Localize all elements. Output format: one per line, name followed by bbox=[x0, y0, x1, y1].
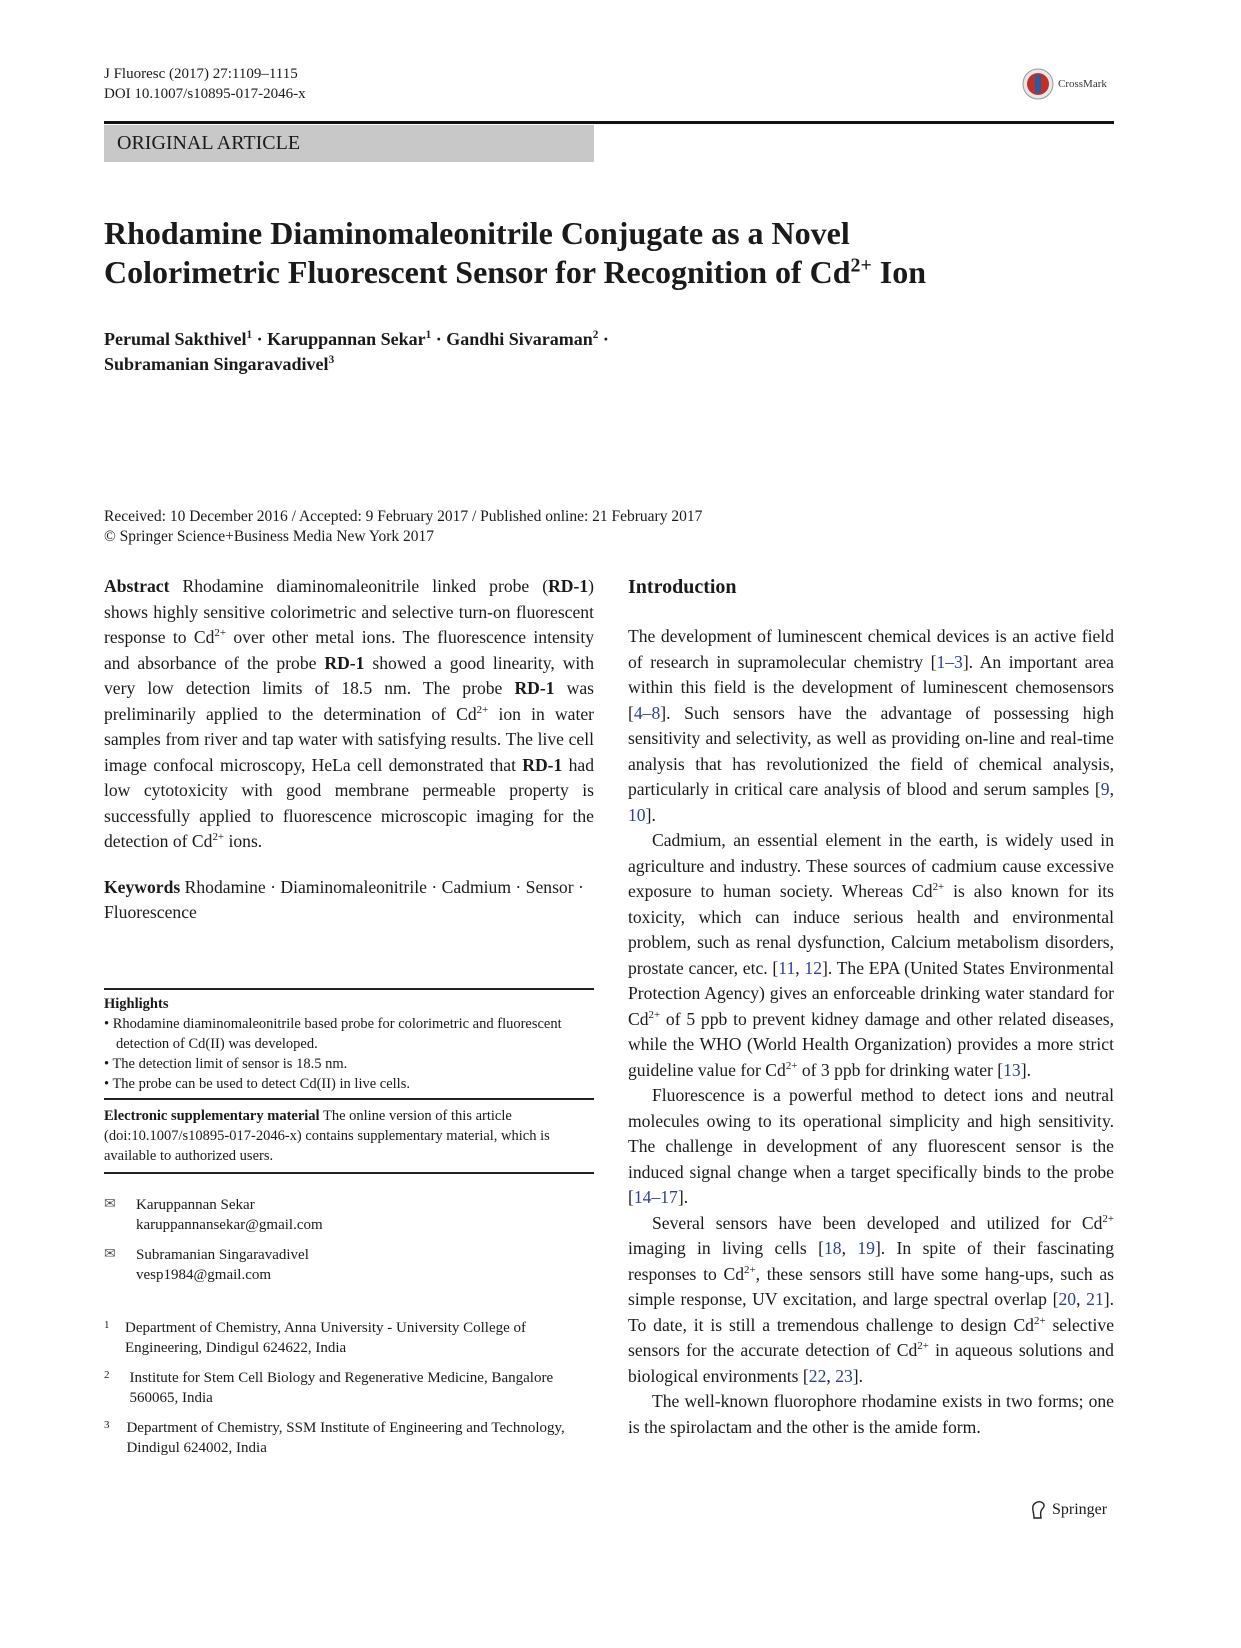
intro-paragraph-4: Several sensors have been developed and utilized for $Cd^{2+}$ imaging in living cells [18, 19]. In spite of their fascinating responses to $Cd^{2+}$, these sensors still have some hang-ups, such as simple response, UV excitation, and large spectral overlap [20, 21]. To date, it is still a tremendous challenge to design $Cd^{2+}$ selective sensors for the accurate detection of $Cd^{2+}$ in aqueous solutions and biological environments [22, 23]. bbox=[628, 1212, 1114, 1386]
affiliation-text: Department of Chemistry, SSM Institute of Engineering and Technology, Dindigul 624002, India bbox=[126, 1420, 565, 1456]
journal-citation: J Fluoresc (2017) 27:1109–1115 bbox=[104, 66, 298, 82]
contact-email[interactable]: karuppannansekar@gmail.com bbox=[136, 1217, 323, 1233]
intro-paragraph-5: The well-known fluorophore rhodamine exists in two forms; one is the spirolactam and the other is the amide form. bbox=[628, 1391, 1114, 1437]
contact-email[interactable]: vesp1984@gmail.com bbox=[136, 1267, 272, 1283]
intro-paragraph-2: Cadmium, an essential element in the earth, is widely used in agriculture and industry. These sources of cadmium cause excessive exposure to human society. Whereas $Cd^{2+}$ is also known for its toxicity, which can induce serious health and environmental problem, such as renal dysfunction, Calcium metabolism disorders, prostate cancer, etc. [11, 12]. The EPA (United States Environmental Protection Agency) gives an enforceable drinking water standard for $Cd^{2+}$ of 5 ppb to prevent kidney damage and other related diseases, while the WHO (World Health Organization) provides a more strict guideline value for $Cd^{2+}$ of 3 ppb for drinking water [13]. bbox=[628, 830, 1115, 1080]
copyright-line: © Springer Science+Business Media New York 2017 bbox=[104, 528, 435, 545]
highlight-item: • The detection limit of sensor is 18.5 nm. bbox=[104, 1056, 348, 1072]
left-column bbox=[104, 574, 594, 926]
contact-name: Karuppannan Sekar bbox=[136, 1197, 255, 1213]
citation-link[interactable]: 9 bbox=[1100, 779, 1110, 799]
author[interactable]: Gandhi Sivaraman$^2$ bbox=[446, 329, 599, 349]
introduction-heading: Introduction bbox=[628, 576, 737, 598]
citation-link[interactable]: 19 bbox=[857, 1238, 875, 1258]
publication-dates bbox=[104, 507, 702, 547]
keywords: Keywords Rhodamine · Diaminomaleonitrile · Cadmium · Sensor · Fluorescence bbox=[104, 876, 584, 922]
citation-link[interactable]: 22 bbox=[808, 1365, 827, 1386]
right-column bbox=[628, 574, 1114, 1440]
dates-line: Received: 10 December 2016 / Accepted: 9 February 2017 / Published online: 21 February 2017 bbox=[104, 508, 703, 525]
author[interactable]: Perumal Sakthivel$^1$ bbox=[104, 329, 253, 349]
crossmark-label: CrossMark bbox=[1058, 78, 1107, 90]
citation-link[interactable]: 18 bbox=[823, 1238, 842, 1258]
header-rule bbox=[104, 121, 1114, 124]
author[interactable]: Subramanian Singaravadivel$^3$ bbox=[104, 354, 335, 374]
esm-bottom-rule bbox=[104, 1172, 594, 1174]
contact-entry bbox=[104, 1245, 594, 1285]
affiliation-text: Department of Chemistry, Anna University - University College of Engineering, Dindigul 624622, India bbox=[124, 1320, 527, 1356]
intro-paragraph-3: Fluorescence is a powerful method to detect ions and neutral molecules owing to its operational simplicity and high sensitivity. The challenge in development of any fluorescent sensor is the induced signal change when a target specifically binds to the probe [14–17]. bbox=[628, 1085, 1114, 1207]
author[interactable]: Karuppannan Sekar$^1$ bbox=[267, 329, 432, 349]
affiliation-entry bbox=[104, 1418, 594, 1458]
highlights-title: Highlights bbox=[104, 996, 169, 1012]
journal-header bbox=[104, 64, 306, 104]
contact-name: Subramanian Singaravadivel bbox=[136, 1247, 309, 1263]
citation-link[interactable]: 14–17 bbox=[633, 1187, 678, 1207]
highlight-item: • Rhodamine diaminomaleonitrile based probe for colorimetric and fluorescent detection of Cd(II) was developed. bbox=[104, 1016, 562, 1052]
citation-link[interactable]: 23 bbox=[835, 1365, 853, 1386]
affiliations bbox=[104, 1318, 594, 1468]
article-type-bar: ORIGINAL ARTICLE bbox=[104, 125, 594, 162]
citation-link[interactable]: 1–3 bbox=[936, 651, 963, 672]
title-line-1: Rhodamine Diaminomaleonitrile Conjugate as a Novel bbox=[104, 215, 850, 251]
affiliation-number: 1 bbox=[104, 1319, 110, 1331]
supplementary-material-note: Electronic supplementary material The online version of this article (doi:10.1007/s10895-017-2046-x) contains supplementary material, which is available to authorized users. bbox=[104, 1108, 550, 1164]
affiliation-entry bbox=[104, 1318, 594, 1358]
publisher-name: Springer bbox=[1052, 1501, 1108, 1518]
citation-link[interactable]: 11 bbox=[778, 957, 796, 978]
affiliation-number: 3 bbox=[104, 1419, 110, 1431]
citation-link[interactable]: 13 bbox=[1003, 1059, 1021, 1080]
highlight-item: • The probe can be used to detect Cd(II) in live cells. bbox=[104, 1076, 410, 1092]
citation-link[interactable]: 21 bbox=[1086, 1289, 1104, 1309]
abstract: Abstract Rhodamine diaminomaleonitrile linked probe (RD-1) shows highly sensitive colorimetric and selective turn-on fluorescent response to $Cd^{2+}$ over other metal ions. The fluorescence intensity and absorbance of the probe RD-1 showed a good linearity, with very low detection limits of 18.5 nm. The probe RD-1 was preliminarily applied to the determination of $Cd^{2+}$ ion in water samples from river and tap water with satisfying results. The live cell image confocal microscopy, HeLa cell demonstrated that RD-1 had low cytotoxicity with good membrane permeable property is successfully applied to fluorescence microscopic imaging for the detection of $Cd^{2+}$ ions. bbox=[104, 576, 595, 851]
citation-link[interactable]: 4–8 bbox=[633, 702, 661, 723]
corresponding-authors bbox=[104, 1195, 594, 1295]
citation-link[interactable]: 10 bbox=[628, 804, 646, 825]
publisher-logo bbox=[1030, 1500, 1107, 1520]
author-list: Perumal Sakthivel$^1$ · Karuppannan Sekar$^1$ · Gandhi Sivaraman$^2$ · Subramanian Singaravadivel$^3$ bbox=[104, 329, 609, 374]
envelope-icon: ✉ bbox=[104, 1197, 116, 1212]
crossmark-icon bbox=[1022, 68, 1054, 100]
title-line-2: Colorimetric Fluorescent Sensor for Recognition of $Cd^{2+}$ Ion bbox=[104, 254, 927, 290]
crossmark-badge[interactable] bbox=[1022, 67, 1122, 101]
affiliation-text: Institute for Stem Cell Biology and Regenerative Medicine, Bangalore 560065, India bbox=[129, 1370, 554, 1406]
intro-paragraph-1: The development of luminescent chemical devices is an active field of research in supramolecular chemistry [1–3]. An important area within this field is the development of luminescent chemosensors [4–8]. Such sensors have the advantage of possessing high sensitivity and selectivity, as well as providing on-line and real-time analysis that has revolutionized the field of chemical analysis, particularly in critical care analysis of blood and serum samples [9, 10]. bbox=[628, 626, 1114, 825]
citation-link[interactable]: 12 bbox=[804, 957, 822, 978]
affiliation-entry bbox=[104, 1368, 594, 1408]
springer-horse-icon bbox=[1030, 1500, 1048, 1520]
article-title bbox=[104, 214, 1114, 292]
envelope-icon: ✉ bbox=[104, 1247, 116, 1262]
highlights-box bbox=[104, 988, 594, 1174]
affiliation-number: 2 bbox=[104, 1369, 110, 1381]
journal-doi[interactable]: DOI 10.1007/s10895-017-2046-x bbox=[104, 86, 306, 102]
citation-link[interactable]: 20 bbox=[1058, 1289, 1077, 1309]
contact-entry bbox=[104, 1195, 594, 1235]
